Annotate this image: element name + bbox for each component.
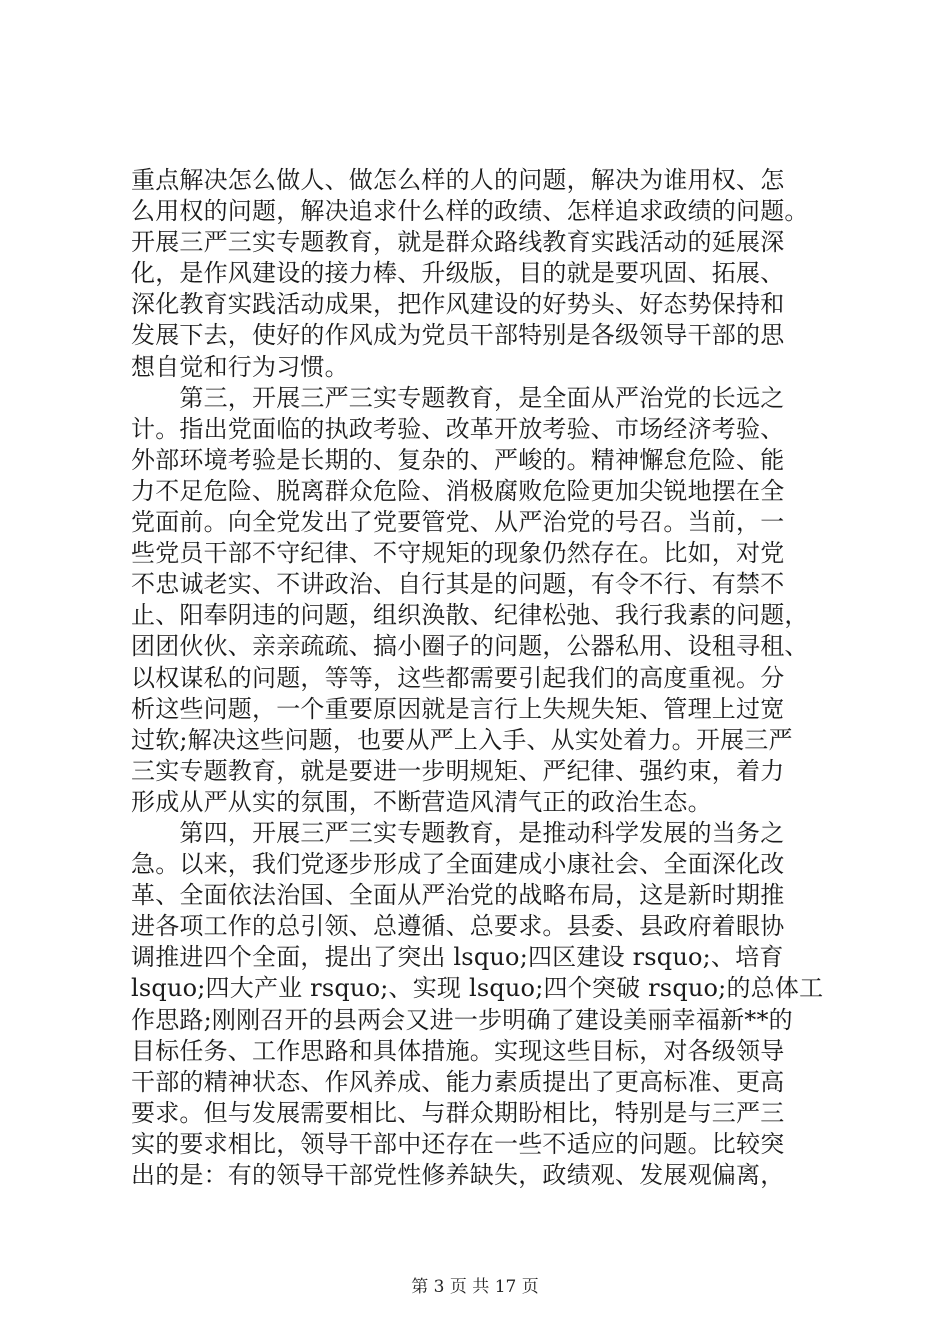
text-line: 开展三严三实专题教育，就是群众路线教育实践活动的延展深 bbox=[131, 228, 785, 257]
text-line: 调推进四个全面，提出了突出 lsquo;四区建设 rsquo;、培育 bbox=[131, 943, 784, 972]
text-line: 第三，开展三严三实专题教育，是全面从严治党的长远之 bbox=[131, 383, 785, 412]
text-line: 出的是：有的领导干部党性修养缺失，政绩观、发展观偏离， bbox=[131, 1161, 785, 1189]
text-line: 过软;解决这些问题，也要从严上入手、从实处着力。开展三严 bbox=[131, 725, 793, 754]
text-line: 外部环境考验是长期的、复杂的、严峻的。精神懈怠危险、能 bbox=[131, 445, 785, 474]
text-line: 止、阳奉阴违的问题，组织涣散、纪律松弛、我行我素的问题， bbox=[131, 601, 809, 630]
text-line: 作思路;刚刚召开的县两会又进一步明确了建设美丽幸福新**的 bbox=[131, 1005, 793, 1034]
text-line: 力不足危险、脱离群众危险、消极腐败危险更加尖锐地摆在全 bbox=[131, 476, 785, 505]
text-line: 要求。但与发展需要相比、与群众期盼相比，特别是与三严三 bbox=[131, 1098, 785, 1127]
page-footer: 第 3 页 共 17 页 bbox=[411, 1277, 539, 1297]
text-line: 以权谋私的问题，等等，这些都需要引起我们的高度重视。分 bbox=[131, 663, 785, 692]
text-line: 干部的精神状态、作风养成、能力素质提出了更高标准、更高 bbox=[131, 1067, 785, 1096]
text-line: 三实专题教育，就是要进一步明规矩、严纪律、强约束，着力 bbox=[131, 756, 785, 785]
text-line: 析这些问题，一个重要原因就是言行上失规失矩、管理上过宽 bbox=[131, 694, 785, 723]
text-line: 些党员干部不守纪律、不守规矩的现象仍然存在。比如，对党 bbox=[131, 539, 785, 568]
text-line: 计。指出党面临的执政考验、改革开放考验、市场经济考验、 bbox=[131, 414, 785, 443]
text-line: 党面前。向全党发出了党要管党、从严治党的号召。当前，一 bbox=[131, 508, 785, 537]
text-line: 化，是作风建设的接力棒、升级版，目的就是要巩固、拓展、 bbox=[131, 259, 785, 288]
text-line: 形成从严从实的氛围，不断营造风清气正的政治生态。 bbox=[131, 787, 712, 816]
text-line: 深化教育实践活动成果，把作风建设的好势头、好态势保持和 bbox=[131, 290, 785, 319]
text-line: 目标任务、工作思路和具体措施。实现这些目标，对各级领导 bbox=[131, 1036, 785, 1065]
text-line: 革、全面依法治国、全面从严治党的战略布局，这是新时期推 bbox=[131, 881, 785, 910]
text-line: 不忠诚老实、不讲政治、自行其是的问题，有令不行、有禁不 bbox=[131, 570, 785, 599]
text-line: 么用权的问题，解决追求什么样的政绩、怎样追求政绩的问题。 bbox=[131, 197, 809, 226]
text-line: 急。以来，我们党逐步形成了全面建成小康社会、全面深化改 bbox=[131, 850, 785, 879]
text-line: 想自觉和行为习惯。 bbox=[131, 352, 349, 381]
text-line: 进各项工作的总引领、总遵循、总要求。县委、县政府着眼协 bbox=[131, 912, 785, 941]
text-line: 团团伙伙、亲亲疏疏、搞小圈子的问题，公器私用、设租寻租、 bbox=[131, 632, 809, 661]
text-line: 实的要求相比，领导干部中还存在一些不适应的问题。比较突 bbox=[131, 1129, 785, 1158]
text-line: lsquo;四大产业 rsquo;、实现 lsquo;四个突破 rsquo;的总体工 bbox=[131, 974, 824, 1003]
text-line: 重点解决怎么做人、做怎么样的人的问题，解决为谁用权、怎 bbox=[131, 166, 785, 194]
text-line: 第四，开展三严三实专题教育，是推动科学发展的当务之 bbox=[131, 818, 785, 847]
text-line: 发展下去，使好的作风成为党员干部特别是各级领导干部的思 bbox=[131, 321, 785, 350]
body-text bbox=[131, 165, 831, 1191]
